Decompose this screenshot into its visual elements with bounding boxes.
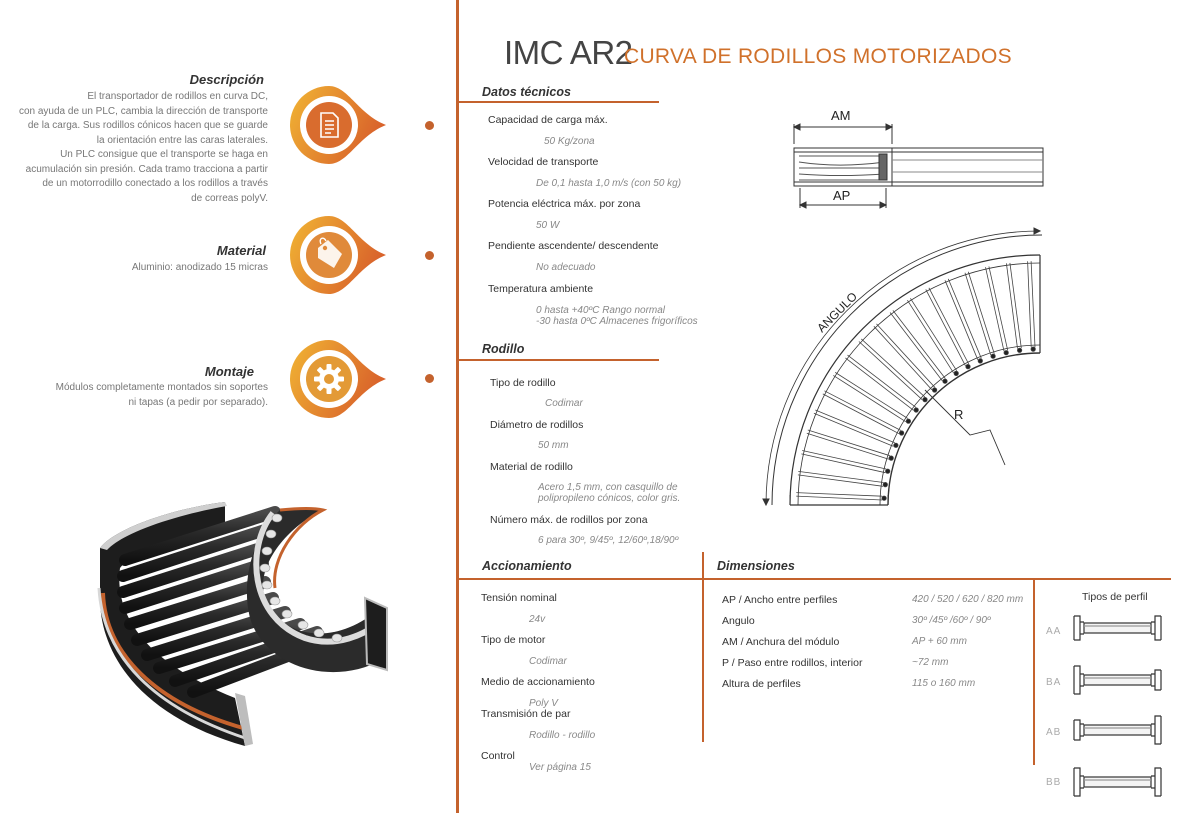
spec-value: De 0,1 hasta 1,0 m/s (con 50 kg)	[536, 178, 682, 189]
spec-label: Diámetro de rodillos	[490, 419, 584, 431]
spec-value: Codimar	[545, 398, 583, 409]
width-diagram	[785, 104, 1050, 210]
curve-roller-line	[965, 273, 991, 355]
spec-value: Ver página 15	[529, 762, 591, 773]
dim-label: P / Paso entre rodillos, interior	[722, 657, 863, 669]
spec-label: Temperatura ambiente	[488, 283, 594, 295]
curve-roller-end	[899, 431, 903, 435]
spec-value: No adecuado	[536, 262, 596, 273]
dim-value: 420 / 520 / 620 / 820 mm	[912, 594, 1024, 605]
curve-roller-line	[1028, 261, 1032, 347]
curve-roller-line	[948, 279, 981, 358]
pin-montaje	[288, 338, 386, 420]
spec-label: Velocidad de transporte	[488, 156, 599, 168]
spec-label: Material de rodillo	[490, 461, 573, 473]
curve-diagram	[760, 225, 1050, 510]
rodillo-underline	[459, 359, 659, 361]
spec-value: Rodillo - rodillo	[529, 730, 596, 741]
profile-code: AA	[1046, 626, 1062, 637]
spec-value: 50 mm	[538, 440, 569, 451]
spec-value: -30 hasta 0ºC Almacenes frigoríficos	[536, 316, 698, 327]
dim-value: ~72 mm	[912, 657, 949, 668]
curve-roller-end	[978, 359, 982, 363]
spec-value: 50 W	[536, 220, 560, 231]
dim-label: AM / Anchura del módulo	[722, 636, 840, 648]
curve-roller-line	[926, 289, 966, 365]
feature-title: Material	[216, 243, 266, 258]
curve-roller-end	[943, 379, 947, 383]
dimensiones-divider	[702, 552, 704, 742]
spec-value: Poly V	[529, 698, 558, 709]
curve-roller-line	[801, 454, 885, 473]
feature-material	[0, 241, 268, 281]
spec-value: Acero 1,5 mm, con casquillo de	[538, 482, 678, 493]
spec-label: Tipo de motor	[481, 634, 546, 646]
profile-diagram-aa	[1070, 612, 1165, 644]
feature-text: El transportador de rodillos en curva DC, con ayuda de un PLC, cambia la dirección de transporte de la carga. Sus rodillos cónicos hacen que se guarde la orientación entre las caras laterales. Un PLC consigue que el transporte se haga en acumulación sin presión. Cada tramo tracciona a partir de un motorrodillo conectado a los rodillos a través de correas polyV.	[18, 91, 268, 204]
angulo-label: ANGULO	[814, 289, 860, 336]
curve-roller-end	[894, 443, 898, 447]
curve-roller-end	[906, 419, 910, 423]
feature-descripcion	[0, 70, 268, 210]
curve-roller-line	[989, 266, 1008, 350]
spec-label: Transmisión de par	[481, 708, 571, 720]
feature-text: Aluminio: anodizado 15 micras	[131, 262, 268, 273]
curve-roller-end	[932, 388, 936, 392]
profile-diagram-ba	[1070, 664, 1165, 696]
dimensiones-heading: Dimensiones	[717, 559, 795, 573]
profile-diagram-ab	[1070, 714, 1165, 746]
page-subtitle: CURVA DE RODILLOS MOTORIZADOS	[624, 45, 1012, 68]
curve-roller-line	[968, 272, 994, 354]
curve-roller-line	[815, 410, 895, 443]
spec-label: Tipo de rodillo	[490, 377, 556, 389]
pin-material	[288, 214, 386, 296]
spec-value: 24v	[529, 614, 546, 625]
spec-value: 0 hasta +40ºC Rango normal	[536, 305, 666, 316]
profile-diagram-bb	[1070, 766, 1165, 798]
dim-label: AP / Ancho entre perfiles	[722, 594, 838, 606]
curve-roller-line	[945, 280, 978, 360]
curve-roller-line	[808, 430, 890, 456]
curve-roller-end	[914, 408, 918, 412]
ap-label: AP	[833, 188, 851, 203]
dim-value: 30º /45º /60º / 90º	[912, 615, 991, 626]
curve-roller-line	[845, 358, 913, 410]
pin-descripcion	[288, 84, 386, 166]
curve-roller-line	[910, 298, 956, 370]
curve-roller-line	[929, 288, 969, 364]
curve-roller-line	[893, 310, 945, 378]
curve-roller-line	[824, 391, 900, 431]
pin-dot	[425, 121, 434, 130]
main-divider	[456, 0, 459, 813]
r-label: R	[954, 407, 964, 422]
curve-roller-line	[1031, 261, 1035, 347]
spec-value: 6 para 30º, 9/45º, 12/60º,18/90º	[538, 535, 679, 546]
bottom-section-line	[459, 578, 1171, 580]
spec-label: Capacidad de carga máx.	[488, 114, 608, 126]
dim-label: Altura de perfiles	[722, 678, 801, 690]
feature-title: Montaje	[204, 364, 254, 379]
feature-montaje	[0, 362, 268, 412]
pin-dot	[425, 251, 434, 260]
spec-label: Medio de accionamiento	[481, 676, 595, 688]
profile-code: BB	[1046, 777, 1062, 788]
dim-value: AP + 60 mm	[912, 636, 967, 647]
spec-value: Codimar	[529, 656, 567, 667]
curve-roller-end	[886, 469, 890, 473]
curve-roller-end	[1017, 348, 1021, 352]
profile-code: BA	[1046, 677, 1062, 688]
dim-value: 115 o 160 mm	[912, 678, 976, 689]
gear-icon	[314, 364, 344, 394]
curve-roller-line	[796, 496, 882, 500]
accionamiento-heading: Accionamiento	[482, 559, 572, 573]
perfiles-divider	[1033, 580, 1035, 765]
curve-roller-line	[796, 493, 882, 497]
curve-roller-end	[882, 496, 886, 500]
am-label: AM	[831, 108, 851, 123]
profile-code: AB	[1046, 727, 1062, 738]
spec-label: Número máx. de rodillos por zona	[490, 514, 648, 526]
curve-roller-line	[835, 372, 908, 418]
perfiles-heading: Tipos de perfil	[1082, 591, 1148, 603]
curve-roller-end	[1031, 347, 1035, 351]
curve-roller-line	[823, 394, 899, 434]
spec-value: 50 Kg/zona	[544, 136, 595, 147]
datos-underline	[459, 101, 659, 103]
spec-label: Pendiente ascendente/ descendente	[488, 240, 659, 252]
curve-roller-end	[889, 456, 893, 460]
conveyor-render-image	[95, 488, 405, 753]
rodillo-heading: Rodillo	[482, 342, 525, 356]
curve-roller-line	[833, 375, 905, 421]
curve-roller-end	[966, 364, 970, 368]
curve-roller-end	[923, 397, 927, 401]
curve-roller-end	[1004, 351, 1008, 355]
curve-roller-end	[883, 482, 887, 486]
curve-roller-line	[802, 451, 886, 470]
pin-dot	[425, 374, 434, 383]
spec-label: Potencia eléctrica máx. por zona	[488, 198, 641, 210]
curve-roller-line	[986, 267, 1005, 351]
curve-roller-end	[991, 354, 995, 358]
curve-roller-line	[814, 413, 893, 446]
spec-label: Control	[481, 750, 515, 762]
dim-label: Angulo	[722, 615, 755, 627]
curve-roller-line	[807, 433, 889, 459]
curve-roller-line	[907, 300, 953, 373]
page-title: IMC AR2	[504, 34, 633, 71]
curve-roller-end	[954, 371, 958, 375]
feature-text: Módulos completamente montados sin soportes ni tapas (a pedir por separado).	[55, 382, 268, 408]
feature-title: Descripción	[189, 72, 264, 87]
spec-value: polipropileno cónicos, color gris.	[538, 493, 681, 504]
datos-tecnicos-heading: Datos técnicos	[482, 85, 571, 99]
spec-label: Tensión nominal	[481, 592, 557, 604]
